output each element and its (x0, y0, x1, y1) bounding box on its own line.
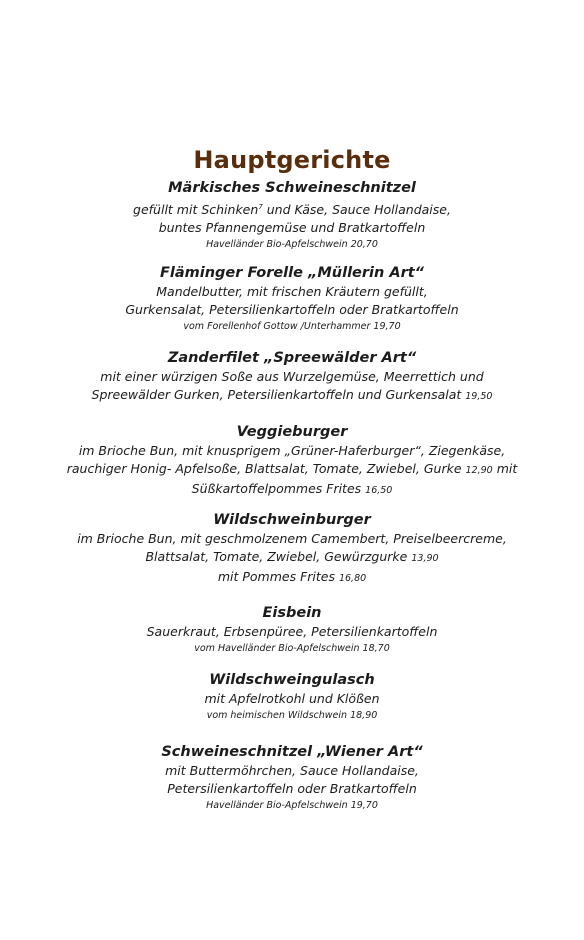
dish-description: im Brioche Bun, mit geschmolzenem Camembert, Preiselbeercreme, (77, 531, 507, 546)
dish-name: Eisbein (262, 605, 322, 621)
dish-description-text: Süßkartoffelpommes Frites (191, 481, 362, 496)
dish-name: Wildschweinburger (213, 512, 371, 528)
dish-source-price: Havelländer Bio-Apfelschwein 20,70 (206, 239, 378, 251)
dish-description-text: Spreewälder Gurken, Petersilienkartoffeln und Gurkensalat (91, 387, 462, 402)
dish-description: buntes Pfannengemüse und Bratkartoffeln (158, 220, 426, 236)
dish-price: 16,80 (338, 573, 367, 584)
menu-item-eisbein (0, 603, 584, 656)
dish-description: Gurkensalat, Petersilienkartoffeln oder Bratkartoffeln (125, 302, 459, 317)
menu-item-wildschweinburger (0, 510, 584, 588)
menu-item-veggieburger (0, 422, 584, 500)
dish-description-text: rauchiger Honig- Apfelsoße, Blattsalat, Tomate, Zwiebel, Gurke (66, 461, 462, 476)
dish-description: mit Apfelrotkohl und Klößen (204, 691, 380, 706)
dish-description: mit Buttermöhrchen, Sauce Hollandaise, (165, 763, 419, 778)
menu-item-schweineschnitzel (0, 178, 584, 252)
dish-description-text: mit (496, 461, 518, 476)
dish-price: 13,90 (411, 553, 439, 564)
dish-source-price: vom heimischen Wildschwein 18,90 (206, 710, 378, 721)
dish-description: Mandelbutter, mit frischen Kräutern gefüllt, (156, 284, 428, 299)
dish-name: Zanderfilet „Spreewälder Art“ (167, 350, 417, 366)
menu-item-zanderfilet (0, 348, 584, 406)
menu-item-forelle (0, 263, 584, 334)
dish-description: im Brioche Bun, mit knusprigem „Grüner-Haferburger“, Ziegenkäse, (78, 443, 506, 458)
dish-source-price: vom Havelländer Bio-Apfelschwein 18,70 (194, 643, 390, 654)
dish-name: Fläminger Forelle „Müllerin Art“ (159, 265, 425, 281)
dish-description (0, 460, 584, 480)
dish-description-text: mit Pommes Frites (217, 569, 335, 584)
dish-price: 12,90 (465, 465, 493, 476)
dish-description: mit einer würzigen Soße aus Wurzelgemüse, Meerrettich und (100, 369, 484, 384)
dish-description (0, 548, 584, 568)
dish-price: 19,50 (465, 391, 493, 402)
dish-name: Veggieburger (236, 424, 348, 440)
dish-description: Petersilienkartoffeln oder Bratkartoffeln (167, 781, 417, 796)
dish-description-text: gefüllt mit Schinken (133, 202, 259, 218)
page-title: Hauptgerichte (193, 146, 391, 174)
dish-source-price: vom Forellenhof Gottow /Unterhammer 19,70 (183, 321, 401, 332)
menu-item-wiener-schnitzel (0, 742, 584, 813)
allergen-footnote: 7 (258, 203, 263, 211)
dish-name: Märkisches Schweineschnitzel (168, 180, 416, 196)
dish-description (0, 480, 584, 500)
dish-description (0, 198, 584, 219)
dish-name: Schweineschnitzel „Wiener Art“ (161, 744, 423, 760)
dish-price: 16,50 (365, 485, 393, 496)
dish-description (0, 386, 584, 406)
dish-description-text: und Käse, Sauce Hollandaise, (262, 202, 451, 218)
menu-item-wildschweingulasch (0, 670, 584, 723)
dish-description-text: Blattsalat, Tomate, Zwiebel, Gewürzgurke (145, 549, 408, 564)
dish-name: Wildschweingulasch (209, 672, 375, 688)
dish-description: Sauerkraut, Erbsenpüree, Petersilienkartoffeln (146, 624, 438, 639)
dish-source-price: Havelländer Bio-Apfelschwein 19,70 (206, 800, 378, 811)
dish-description (0, 568, 584, 588)
